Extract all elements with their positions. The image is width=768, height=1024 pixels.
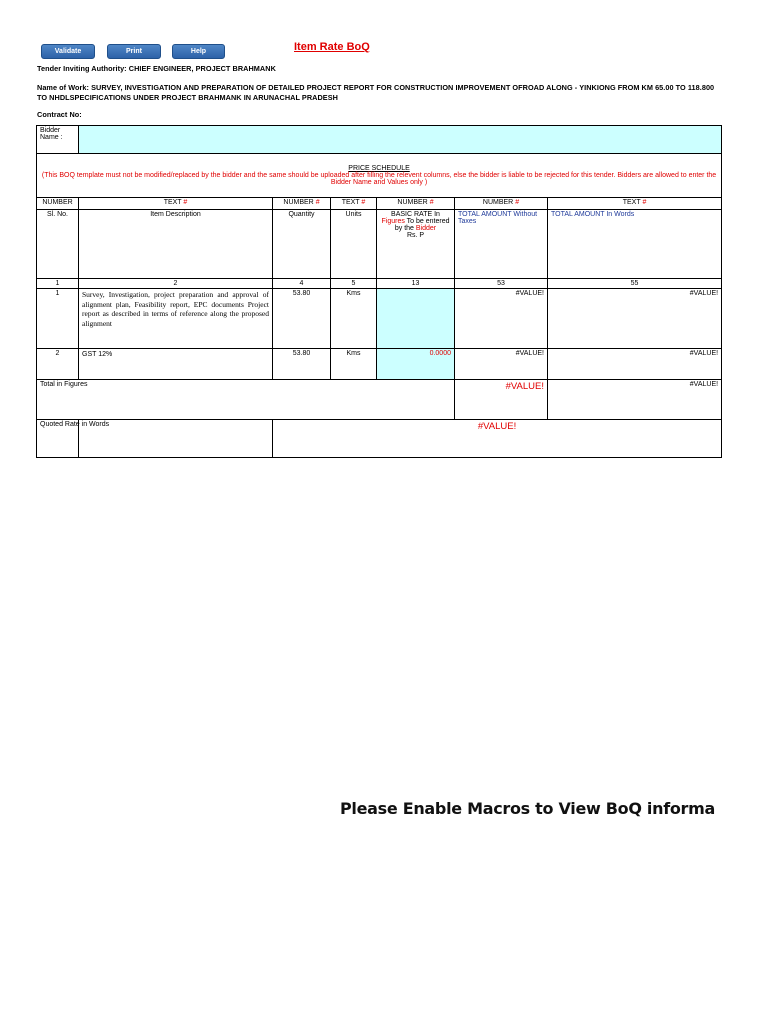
validate-button[interactable]: Validate (41, 44, 95, 59)
header-sl-no: Sl. No. (37, 210, 79, 279)
header-total-amount-in-words: TOTAL AMOUNT In Words (548, 210, 722, 279)
row-quantity: 53.80 (273, 349, 331, 380)
header-item-description: Item Description (79, 210, 273, 279)
macro-notice: Please Enable Macros to View BoQ informa (340, 799, 716, 818)
row-amount: #VALUE! (455, 289, 548, 349)
col-type-1: NUMBER (37, 198, 79, 210)
col-number-4: 4 (273, 279, 331, 289)
quoted-rate-label: Quoted Rate in Words (37, 420, 79, 458)
table-row (37, 349, 722, 380)
col-number-13: 13 (377, 279, 455, 289)
price-schedule-note: (This BOQ template must not be modified/replaced by the bidder and the same should be uploaded after filling the relevent columns, else the bidder is liable to be rejected for this tender. Bidders are allowed to enter the Bidder Name and Values only ) (41, 172, 717, 186)
col-number-1: 1 (37, 279, 79, 289)
quoted-rate-row (37, 420, 722, 458)
table-row (37, 289, 722, 349)
column-type-row (37, 198, 722, 210)
total-row (37, 380, 722, 420)
row-description: Survey, Investigation, project preparation and approval of alignment plan, Feasibility report, EPC documents Project report as described in terms of reference along the proposed alignment (79, 289, 273, 349)
price-schedule-heading: PRICE SCHEDULE (348, 165, 410, 172)
col-type-6: NUMBER # (455, 198, 548, 210)
header-basic-rate: BASIC RATE In Figures To be entered by the Bidder Rs. P (377, 210, 455, 279)
row-amount: #VALUE! (455, 349, 548, 380)
contract-no-label: Contract No: (37, 110, 82, 119)
total-in-figures-words: #VALUE! (548, 380, 722, 420)
name-of-work: Name of Work: SURVEY, INVESTIGATION AND PREPARATION OF DETAILED PROJECT REPORT FOR CONSTRUCTION IMPROVEMENT OFROAD ALONG - YINKIONG FROM KM 65.00 TO 118.800 TO NHDLSPECIFICATIONS UNDER PROJECT BRAHMANK IN ARUNACHAL PRADESH (37, 83, 715, 102)
header-quantity: Quantity (273, 210, 331, 279)
col-type-4: TEXT # (331, 198, 377, 210)
col-number-2: 2 (79, 279, 273, 289)
boq-table (36, 125, 722, 458)
column-number-row (37, 279, 722, 289)
row-sl-no: 1 (37, 289, 79, 349)
row-units: Kms (331, 349, 377, 380)
help-button[interactable]: Help (172, 44, 225, 59)
row-quantity: 53.80 (273, 289, 331, 349)
col-number-55: 55 (548, 279, 722, 289)
tender-authority: Tender Inviting Authority: CHIEF ENGINEER, PROJECT BRAHMANK (37, 64, 276, 73)
row-description: GST 12% (79, 349, 273, 380)
row-rate-input[interactable]: 0.0000 (377, 349, 455, 380)
price-schedule-cell (37, 154, 722, 198)
col-number-53: 53 (455, 279, 548, 289)
bidder-name-input[interactable] (79, 126, 722, 154)
total-in-figures-value: #VALUE! (455, 380, 548, 420)
quoted-rate-value: #VALUE! (273, 420, 722, 458)
col-number-5: 5 (331, 279, 377, 289)
row-amount-words: #VALUE! (548, 349, 722, 380)
col-type-7: TEXT # (548, 198, 722, 210)
page-title: Item Rate BoQ (294, 41, 370, 53)
row-rate-input[interactable] (377, 289, 455, 349)
col-type-5: NUMBER # (377, 198, 455, 210)
col-type-3: NUMBER # (273, 198, 331, 210)
print-button[interactable]: Print (107, 44, 161, 59)
row-amount-words: #VALUE! (548, 289, 722, 349)
column-header-row (37, 210, 722, 279)
header-units: Units (331, 210, 377, 279)
row-units: Kms (331, 289, 377, 349)
header-total-amount-without-taxes: TOTAL AMOUNT Without Taxes (455, 210, 548, 279)
col-type-2: TEXT # (79, 198, 273, 210)
row-sl-no: 2 (37, 349, 79, 380)
total-in-figures-label: Total in Figures (37, 380, 455, 420)
bidder-name-label: Bidder Name : (37, 126, 79, 154)
